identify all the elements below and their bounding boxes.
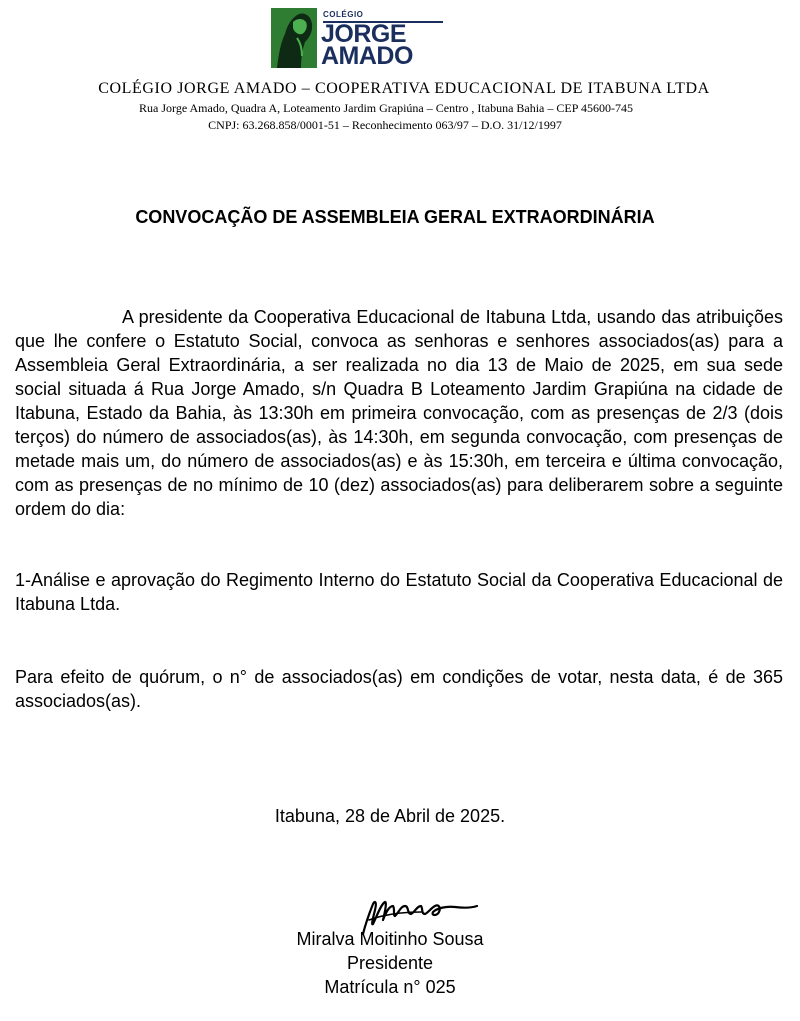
organization-name: COLÉGIO JORGE AMADO – COOPERATIVA EDUCACIONAL DE ITABUNA LTDA [98,80,710,97]
quorum-paragraph: Para efeito de quórum, o n° de associados(as) em condições de votar, nesta data, é de 365 associados(as). [15,667,783,711]
agenda-item: 1-Análise e aprovação do Regimento Interno do Estatuto Social da Cooperativa Educacional de Itabuna Ltda. [15,570,783,614]
signer-name: Miralva Moitinho Sousa [296,929,484,949]
logo-small-text: COLÉGIO [323,10,364,19]
document-date: Itabuna, 28 de Abril de 2025. [274,806,506,826]
logo-word-jorge: JORGE [321,20,407,48]
school-emblem-icon [271,8,317,68]
school-logo [271,8,446,68]
organization-registration: CNPJ: 63.268.858/0001-51 – Reconhecimento 063/97 – D.O. 31/12/1997 [208,118,562,132]
logo-word-amado: AMADO [321,42,413,70]
organization-address: Rua Jorge Amado, Quadra A, Loteamento Jardim Grapiúna – Centro , Itabuna Bahia – CEP 45600-745 [139,101,633,115]
signer-registration: Matrícula n° 025 [324,977,456,997]
document-title: CONVOCAÇÃO DE ASSEMBLEIA GERAL EXTRAORDINÁRIA [135,207,655,227]
signer-role: Presidente [346,953,434,973]
convocation-paragraph: A presidente da Cooperativa Educacional de Itabuna Ltda, usando das atribuições que lhe confere o Estatuto Social, convoca as senhoras e senhores associados(as) para a Assembleia Geral Extraordinária, a ser realizada no dia 13 de Maio de 2025, em sua sede social situada á Rua Jorge Amado, s/n Quadra B Loteamento Jardim Grapiúna na cidade de Itabuna, Estado da Bahia, às 13:30h em primeira convocação, com as presenças de 2/3 (dois terços) do número de associados(as), às 14:30h, em segunda convocação, com presenças de metade mais um, do número de associados(as) e às 15:30h, em terceira e última convocação, com as presenças de no mínimo de 10 (dez) associados(as) para deliberarem sobre a seguinte ordem do dia: [15,307,783,519]
